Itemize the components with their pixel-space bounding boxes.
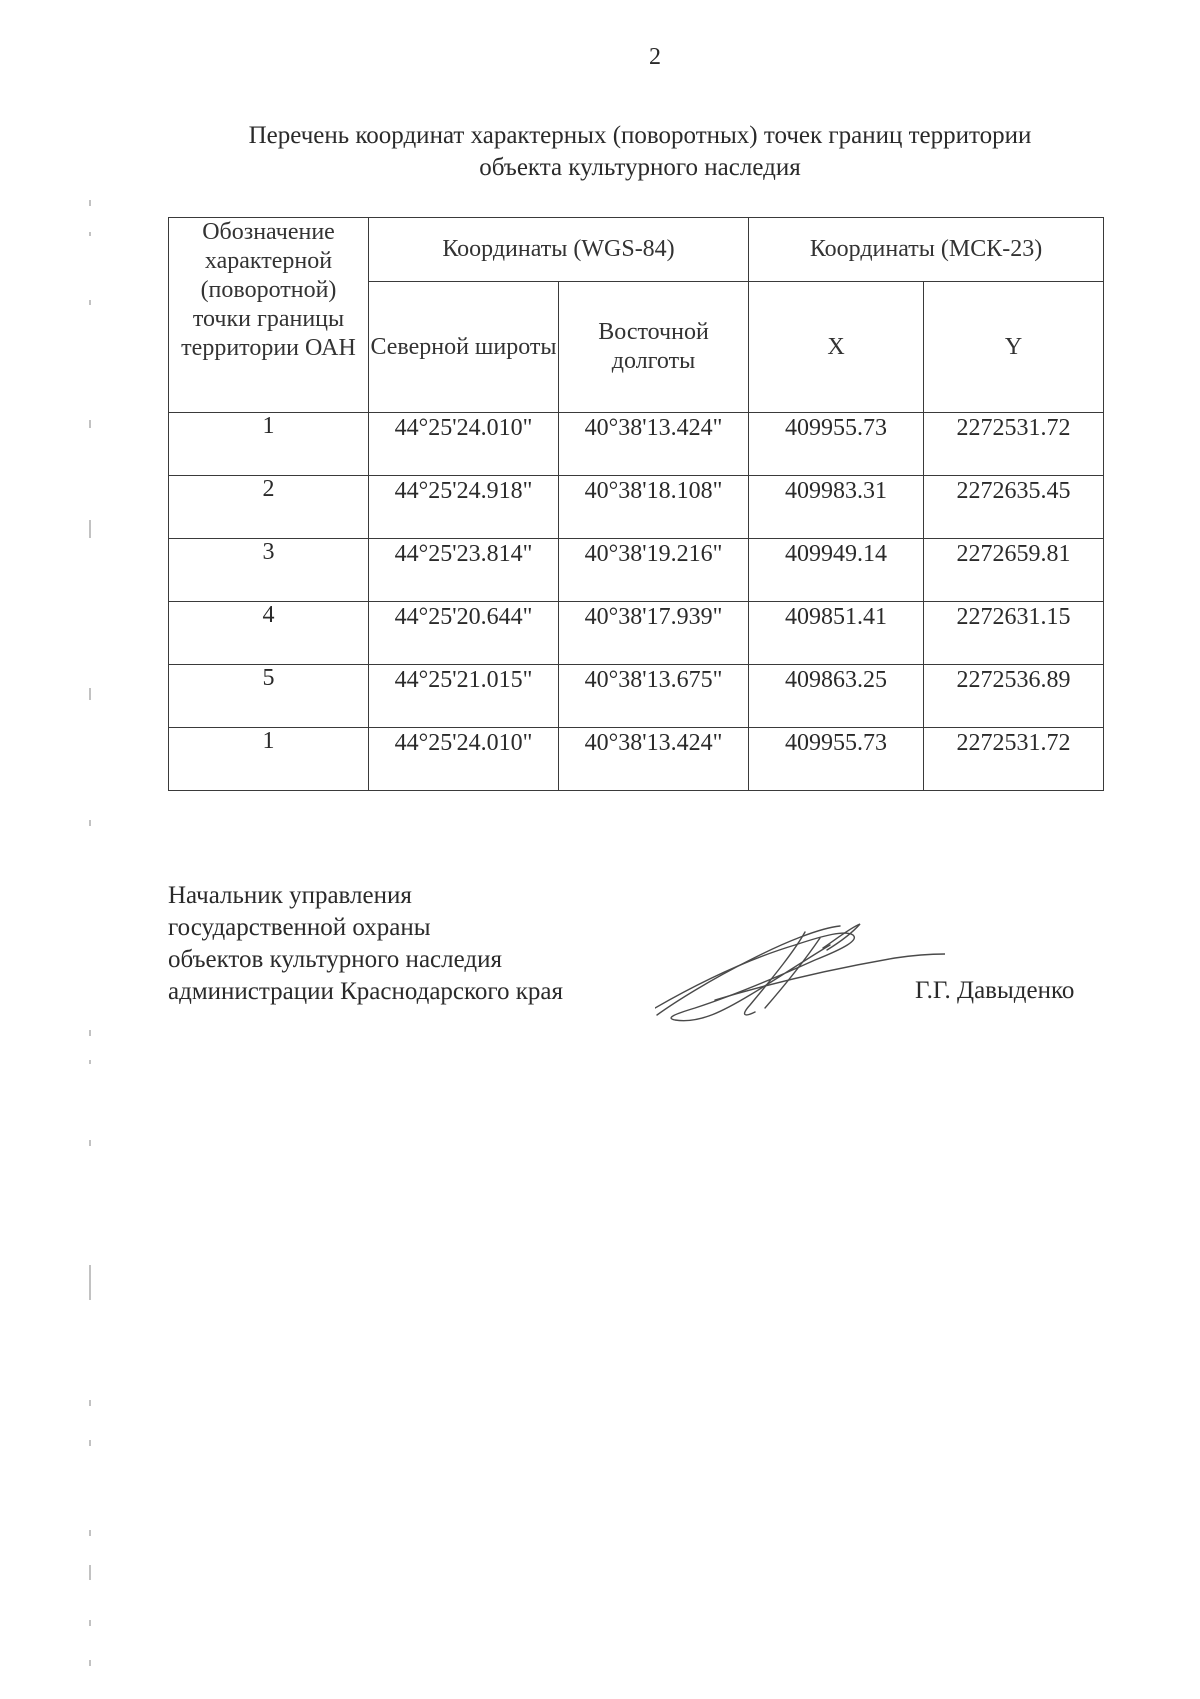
cell-point: 5 (169, 665, 369, 728)
cell-x: 409955.73 (749, 413, 924, 476)
table-row (169, 665, 1104, 728)
coordinates-table (168, 217, 1104, 791)
title-line-2: объекта культурного наследия (479, 154, 801, 181)
title-line-1: Перечень координат характерных (поворотных) точек границ территории (248, 122, 1032, 149)
cell-y: 2272631.15 (924, 602, 1104, 665)
cell-latitude: 44°25'24.010" (369, 413, 559, 476)
cell-x: 409863.25 (749, 665, 924, 728)
cell-longitude: 40°38'13.675" (559, 665, 749, 728)
header-msk23: Координаты (МСК-23) (749, 218, 1104, 282)
header-wgs84: Координаты (WGS-84) (369, 218, 749, 282)
cell-longitude: 40°38'13.424" (559, 728, 749, 791)
handwritten-signature (655, 890, 945, 1040)
header-east-longitude: Восточной долготы (559, 282, 749, 413)
cell-latitude: 44°25'20.644" (369, 602, 559, 665)
scan-margin-marks (85, 0, 95, 1699)
cell-longitude: 40°38'17.939" (559, 602, 749, 665)
cell-longitude: 40°38'13.424" (559, 413, 749, 476)
cell-longitude: 40°38'18.108" (559, 476, 749, 539)
header-x: X (749, 282, 924, 413)
cell-latitude: 44°25'24.918" (369, 476, 559, 539)
header-y: Y (924, 282, 1104, 413)
signatory-title-line-4: администрации Краснодарского края (168, 978, 564, 1005)
cell-point: 1 (169, 728, 369, 791)
cell-y: 2272531.72 (924, 728, 1104, 791)
table-row (169, 728, 1104, 791)
signatory-title-line-2: государственной охраны (168, 914, 431, 941)
document-title (160, 120, 1120, 184)
header-north-latitude: Северной широты (369, 282, 559, 413)
cell-point: 1 (169, 413, 369, 476)
cell-x: 409955.73 (749, 728, 924, 791)
header-point-designation: Обозначение характерной (поворотной) точки границы территории ОАН (169, 218, 369, 413)
signatory-title (168, 880, 563, 1008)
cell-latitude: 44°25'24.010" (369, 728, 559, 791)
cell-y: 2272635.45 (924, 476, 1104, 539)
table-row (169, 413, 1104, 476)
table-row (169, 602, 1104, 665)
table-row (169, 476, 1104, 539)
cell-latitude: 44°25'23.814" (369, 539, 559, 602)
cell-y: 2272659.81 (924, 539, 1104, 602)
cell-y: 2272531.72 (924, 413, 1104, 476)
cell-point: 3 (169, 539, 369, 602)
cell-y: 2272536.89 (924, 665, 1104, 728)
signatory-title-line-3: объектов культурного наследия (168, 946, 502, 973)
signatory-name: Г.Г. Давыденко (915, 977, 1075, 1004)
page-number: 2 (649, 44, 661, 70)
cell-point: 2 (169, 476, 369, 539)
cell-x: 409983.31 (749, 476, 924, 539)
cell-longitude: 40°38'19.216" (559, 539, 749, 602)
cell-x: 409851.41 (749, 602, 924, 665)
signatory-title-line-1: Начальник управления (168, 882, 412, 909)
cell-point: 4 (169, 602, 369, 665)
table-row (169, 539, 1104, 602)
cell-latitude: 44°25'21.015" (369, 665, 559, 728)
table-header-row (169, 218, 1104, 282)
cell-x: 409949.14 (749, 539, 924, 602)
